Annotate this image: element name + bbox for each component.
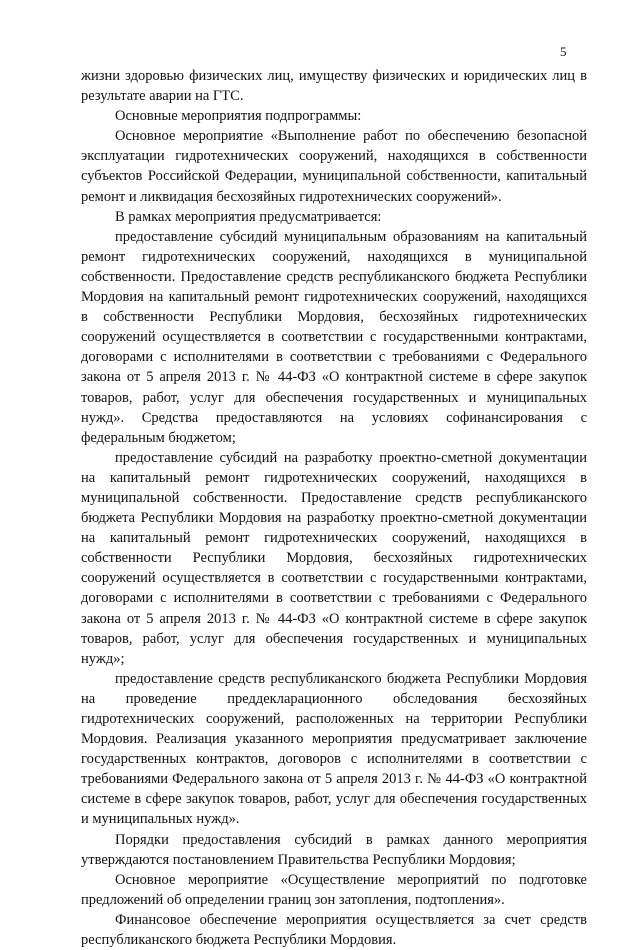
paragraph-subsidy-repair: предоставление субсидий муниципальным образованиям на капитальный ремонт гидротехнических сооружений, находящихся в муниципальной собственности. Предоставление средств республиканского бюджета Республики Мордовия на капитальный ремонт гидротехнических сооружений, находящихся в собственности Республики Мордовия, бесхозяйных гидротехнических сооружений осуществляется в соответствии с государственными контрактами, договорами с исполнителями в соответствии с требованиями с Федерального закона от 5 апреля 2013 г. № 44-ФЗ «О контрактной системе в сфере закупок товаров, работ, услуг для обеспечения государственных и муниципальных нужд». Средства предоставляются на условиях софинансирования с федеральным бюджетом;: [81, 228, 587, 446]
paragraph-subsidy-design: предоставление субсидий на разработку проектно-сметной документации на капитальный ремонт гидротехнических сооружений, находящихся в муниципальной собственности. Предоставление средств республиканского бюджета Республики Мордовия на разработку проектно-сметной документации на капитальный ремонт гидротехнических сооружений, находящихся в собственности Республики Мордовия, бесхозяйных гидротехнических сооружений осуществляется в соответствии с государственными контрактами, договорами с исполнителями в соответствии с требованиями с Федерального закона от 5 апреля 2013 г. № 44-ФЗ «О контрактной системе в сфере закупок товаров, работ, услуг для обеспечения государственных и муниципальных нужд»;: [81, 449, 587, 667]
paragraph-continuation: жизни здоровью физических лиц, имуществу физических и юридических лиц в результате аварии на ГТС.: [81, 68, 587, 105]
paragraph-subprogram-heading: Основные мероприятия подпрограммы:: [115, 108, 362, 125]
paragraph-activity-provides: В рамках мероприятия предусматривается:: [115, 208, 382, 225]
paragraph-main-activity-2: Основное мероприятие «Осуществление мероприятий по подготовке предложений об определении границ зон затопления, подтопления».: [81, 871, 587, 908]
paragraph-pre-declaration-survey: предоставление средств республиканского бюджета Республики Мордовия на проведение преддекларационного обследования бесхозяйных гидротехнических сооружений, расположенных на территории Республики Мордовия. Реализация указанного мероприятия предусматривает заключение государственных контрактов, договоров с исполнителями в соответствии с требованиями Федерального закона от 5 апреля 2013 г. № 44-ФЗ «О контрактной системе в сфере закупок товаров, работ, услуг для обеспечения государственных и муниципальных нужд».: [81, 670, 587, 828]
paragraph-subsidy-procedure: Порядки предоставления субсидий в рамках данного мероприятия утверждаются постановлением Правительства Республики Мордовия;: [81, 831, 587, 868]
document-body: [81, 66, 587, 950]
page-number: 5: [560, 44, 567, 59]
paragraph-main-activity-1: Основное мероприятие «Выполнение работ по обеспечению безопасной эксплуатации гидротехнических сооружений, находящихся в собственности субъектов Российской Федерации, муниципальной собственности, капитальный ремонт и ликвидация бесхозяйных гидротехнических сооружений».: [81, 128, 587, 205]
paragraph-financing: Финансовое обеспечение мероприятия осуществляется за счет средств республиканского бюджета Республики Мордовия.: [81, 911, 587, 949]
